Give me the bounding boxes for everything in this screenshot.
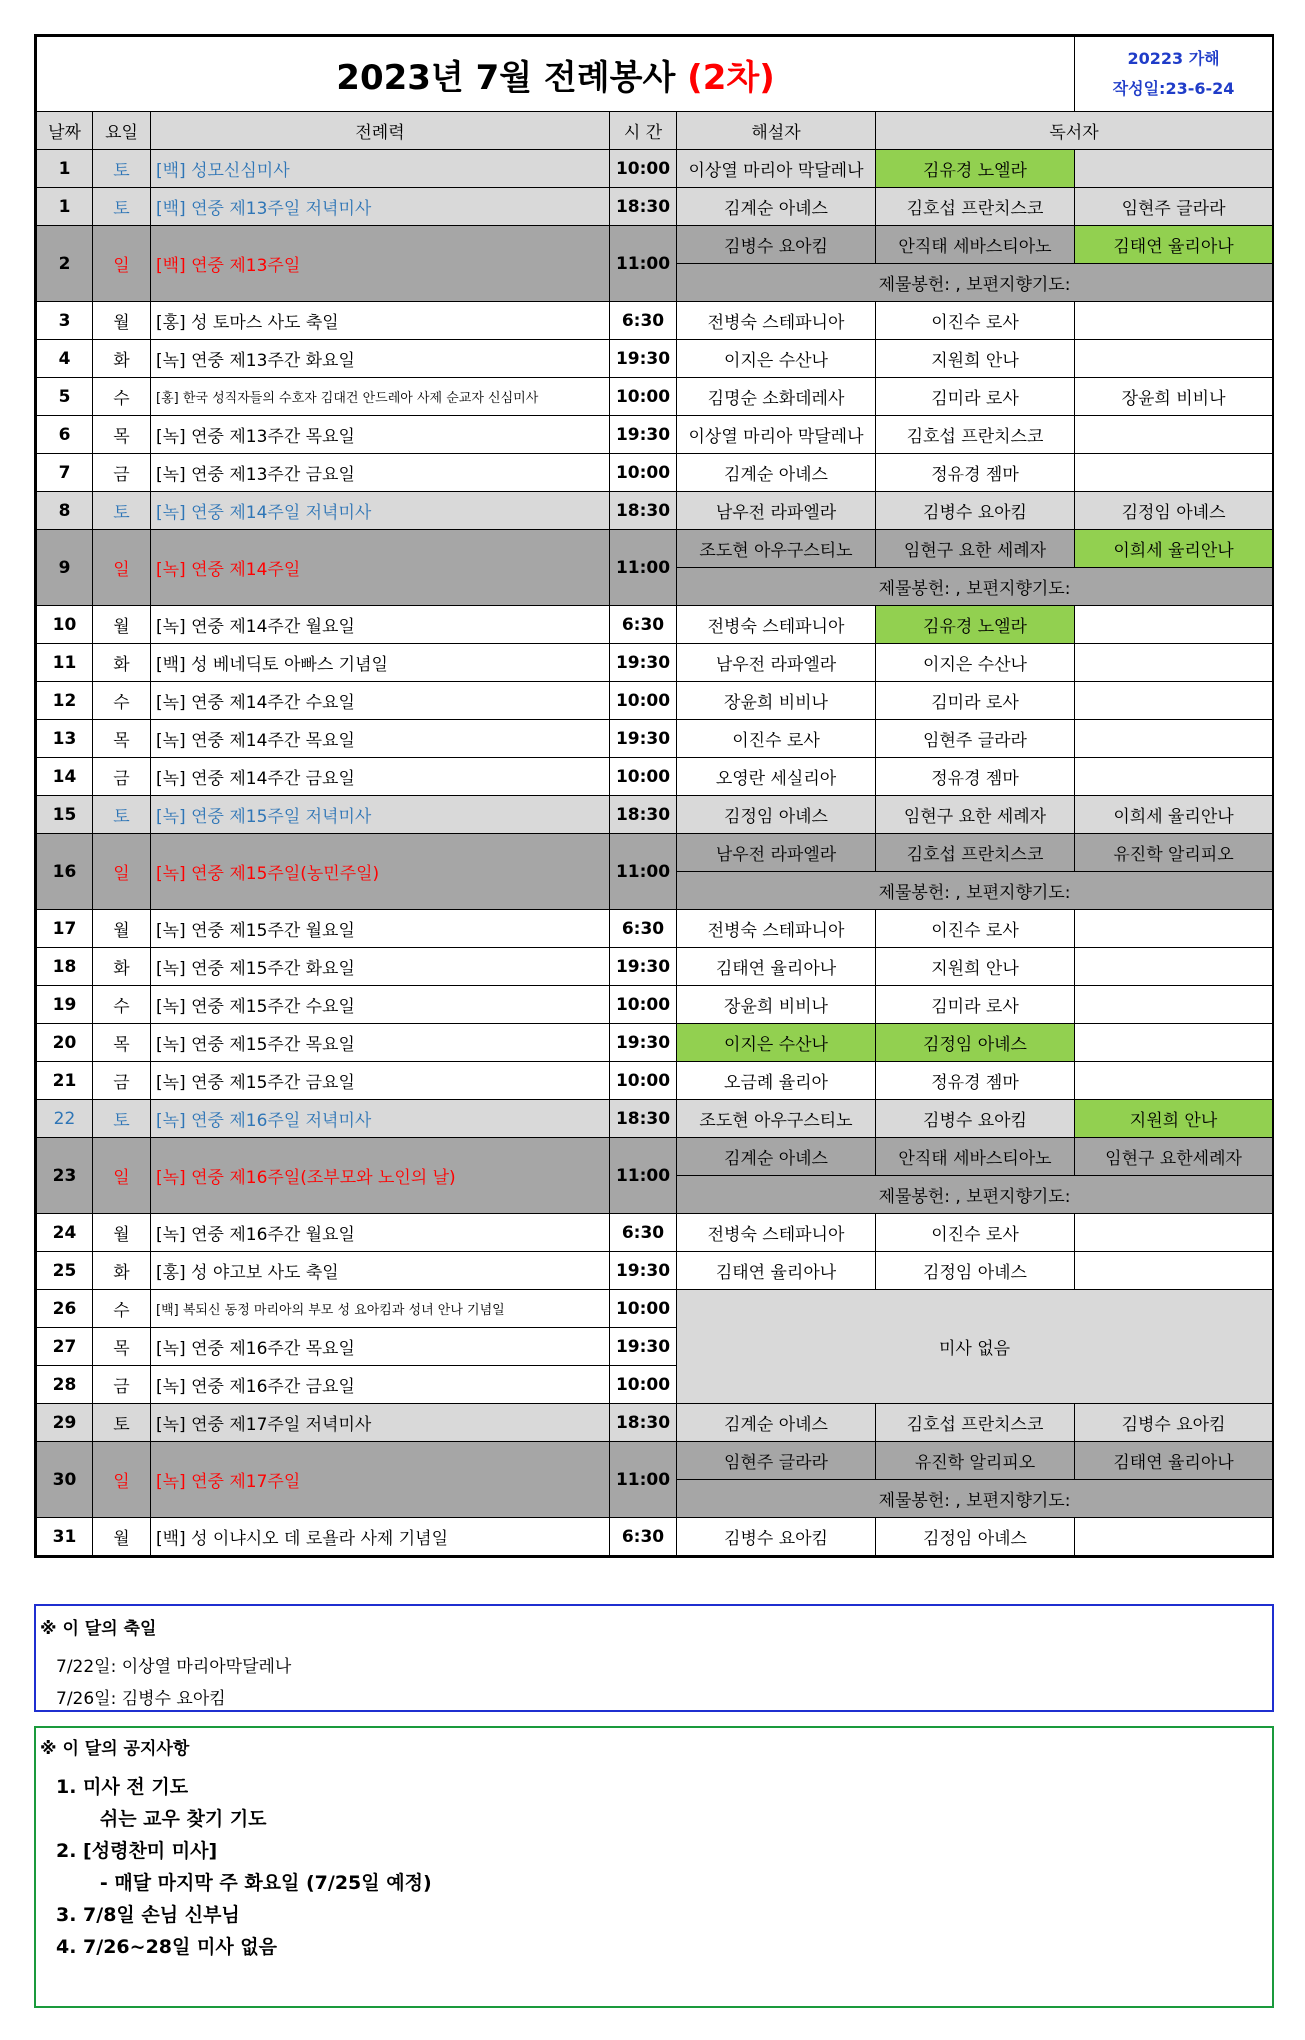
reader2-cell [1075, 302, 1273, 340]
notice-item: 쉬는 교우 찾기 기도 [80, 1808, 267, 1830]
offering-cell: 제물봉헌: , 보편지향기도: [677, 1176, 1273, 1214]
liturgy-cell: [녹] 연중 제15주간 수요일 [151, 986, 610, 1024]
weekday-cell: 월 [93, 606, 151, 644]
schedule-row [37, 378, 1273, 416]
weekday-cell: 월 [93, 910, 151, 948]
schedule-row [37, 1404, 1273, 1442]
notice-item: 4. 7/26~28일 미사 없음 [56, 1936, 278, 1958]
time-cell: 11:00 [610, 530, 677, 606]
date-cell: 23 [37, 1138, 93, 1214]
reader2-cell [1075, 1062, 1273, 1100]
time-cell: 10:00 [610, 682, 677, 720]
reader2-cell: 장윤희 비비나 [1075, 378, 1273, 416]
weekday-cell: 일 [93, 1442, 151, 1518]
commentator-cell: 전병숙 스테파니아 [677, 302, 876, 340]
reader1-cell: 김병수 요아킴 [876, 1100, 1075, 1138]
schedule-row [37, 682, 1273, 720]
notice-item: 1. 미사 전 기도 [56, 1776, 189, 1798]
liturgy-cell: [녹] 연중 제15주간 월요일 [151, 910, 610, 948]
liturgy-cell: [녹] 연중 제15주간 금요일 [151, 1062, 610, 1100]
weekday-cell: 토 [93, 1404, 151, 1442]
offering-cell: 제물봉헌: , 보편지향기도: [677, 1480, 1273, 1518]
reader2-cell [1075, 1252, 1273, 1290]
reader1-cell: 김미라 로사 [876, 682, 1075, 720]
commentator-cell: 이지은 수산나 [677, 340, 876, 378]
liturgy-cell: [녹] 연중 제17주일 저녁미사 [151, 1404, 610, 1442]
schedule-row [37, 1214, 1273, 1252]
date-cell: 1 [37, 150, 93, 188]
date-cell: 31 [37, 1518, 93, 1556]
time-cell: 19:30 [610, 1328, 677, 1366]
liturgy-cell: [홍] 한국 성직자들의 수호자 김대건 안드레아 사제 순교자 신심미사 [151, 378, 610, 416]
schedule-row [37, 150, 1273, 188]
header-row [37, 112, 1273, 150]
reader2-cell [1075, 1024, 1273, 1062]
commentator-cell: 김명순 소화데레사 [677, 378, 876, 416]
weekday-cell: 월 [93, 1518, 151, 1556]
liturgy-cell: [녹] 연중 제14주간 목요일 [151, 720, 610, 758]
reader1-cell: 김유경 노엘라 [876, 150, 1075, 188]
reader2-cell: 김병수 요아킴 [1075, 1404, 1273, 1442]
reader2-cell [1075, 948, 1273, 986]
time-cell: 10:00 [610, 1366, 677, 1404]
commentator-cell: 전병숙 스테파니아 [677, 1214, 876, 1252]
date-cell: 27 [37, 1328, 93, 1366]
notices-box [34, 1726, 1274, 2008]
weekday-cell: 수 [93, 682, 151, 720]
date-cell: 14 [37, 758, 93, 796]
schedule-row [37, 986, 1273, 1024]
date-cell: 17 [37, 910, 93, 948]
liturgy-cell: [녹] 연중 제16주일 저녁미사 [151, 1100, 610, 1138]
time-cell: 11:00 [610, 1138, 677, 1214]
reader2-cell [1075, 606, 1273, 644]
commentator-cell: 김계순 아녜스 [677, 454, 876, 492]
schedule-row [37, 948, 1273, 986]
commentator-cell: 김계순 아녜스 [677, 1404, 876, 1442]
weekday-cell: 토 [93, 492, 151, 530]
offering-cell: 제물봉헌: , 보편지향기도: [677, 872, 1273, 910]
reader2-cell [1075, 758, 1273, 796]
date-cell: 26 [37, 1290, 93, 1328]
liturgy-cell: [백] 복되신 동정 마리아의 부모 성 요아킴과 성녀 안나 기념일 [151, 1290, 610, 1328]
time-cell: 18:30 [610, 796, 677, 834]
schedule-row [37, 340, 1273, 378]
header-commentator: 해설자 [677, 112, 876, 150]
weekday-cell: 수 [93, 1290, 151, 1328]
liturgy-cell: [녹] 연중 제16주간 월요일 [151, 1214, 610, 1252]
commentator-cell: 김병수 요아킴 [677, 226, 876, 264]
commentator-cell: 조도현 아우구스티노 [677, 1100, 876, 1138]
reader2-cell [1075, 454, 1273, 492]
schedule-row [37, 1062, 1273, 1100]
schedule-row [37, 1024, 1273, 1062]
weekday-cell: 일 [93, 226, 151, 302]
header-weekday: 요일 [93, 112, 151, 150]
weekday-cell: 금 [93, 1366, 151, 1404]
time-cell: 19:30 [610, 1252, 677, 1290]
reader2-cell [1075, 1214, 1273, 1252]
commentator-cell: 김계순 아녜스 [677, 188, 876, 226]
date-cell: 21 [37, 1062, 93, 1100]
weekday-cell: 월 [93, 1214, 151, 1252]
reader1-cell: 임현주 글라라 [876, 720, 1075, 758]
time-cell: 11:00 [610, 226, 677, 302]
schedule-row [37, 416, 1273, 454]
weekday-cell: 금 [93, 1062, 151, 1100]
time-cell: 19:30 [610, 340, 677, 378]
schedule-row [37, 834, 1273, 872]
time-cell: 10:00 [610, 1062, 677, 1100]
commentator-cell: 임현주 글라라 [677, 1442, 876, 1480]
liturgy-cell: [녹] 연중 제14주일 [151, 530, 610, 606]
weekday-cell: 월 [93, 302, 151, 340]
reader2-cell [1075, 986, 1273, 1024]
liturgy-cell: [녹] 연중 제15주일 저녁미사 [151, 796, 610, 834]
reader1-cell: 김정임 아녜스 [876, 1024, 1075, 1062]
schedule-row [37, 796, 1273, 834]
time-cell: 10:00 [610, 986, 677, 1024]
notices-title: ※ 이 달의 공지사항 [40, 1739, 190, 1759]
feasts-title: ※ 이 달의 축일 [40, 1619, 157, 1639]
liturgy-cell: [녹] 연중 제13주간 금요일 [151, 454, 610, 492]
feasts-box [34, 1604, 1274, 1712]
reader1-cell: 지원희 안나 [876, 948, 1075, 986]
commentator-cell: 오금례 율리아 [677, 1062, 876, 1100]
commentator-cell: 이진수 로사 [677, 720, 876, 758]
commentator-cell: 김병수 요아킴 [677, 1518, 876, 1556]
date-cell: 28 [37, 1366, 93, 1404]
reader2-cell: 김태연 율리아나 [1075, 226, 1273, 264]
date-cell: 16 [37, 834, 93, 910]
liturgy-cell: [백] 연중 제13주일 [151, 226, 610, 302]
time-cell: 19:30 [610, 948, 677, 986]
feast-item: 7/26일: 김병수 요아킴 [56, 1689, 226, 1709]
reader1-cell: 김호섭 프란치스코 [876, 416, 1075, 454]
liturgy-cell: [홍] 성 토마스 사도 축일 [151, 302, 610, 340]
date-cell: 9 [37, 530, 93, 606]
time-cell: 19:30 [610, 720, 677, 758]
reader1-cell: 지원희 안나 [876, 340, 1075, 378]
commentator-cell: 이상열 마리아 막달레나 [677, 416, 876, 454]
time-cell: 18:30 [610, 1100, 677, 1138]
title-suffix: (2차) [687, 57, 775, 98]
commentator-cell: 전병숙 스테파니아 [677, 910, 876, 948]
commentator-cell: 김계순 아녜스 [677, 1138, 876, 1176]
schedule-row [37, 226, 1273, 264]
reader1-cell: 김호섭 프란치스코 [876, 834, 1075, 872]
date-cell: 2 [37, 226, 93, 302]
time-cell: 19:30 [610, 416, 677, 454]
time-cell: 19:30 [610, 644, 677, 682]
time-cell: 10:00 [610, 454, 677, 492]
liturgy-cell: [녹] 연중 제15주간 목요일 [151, 1024, 610, 1062]
commentator-cell: 남우전 라파엘라 [677, 492, 876, 530]
reader1-cell: 안직태 세바스티아노 [876, 226, 1075, 264]
reader2-cell [1075, 910, 1273, 948]
commentator-cell: 이상열 마리아 막달레나 [677, 150, 876, 188]
liturgy-cell: [녹] 연중 제13주간 목요일 [151, 416, 610, 454]
reader2-cell [1075, 644, 1273, 682]
date-cell: 5 [37, 378, 93, 416]
liturgy-cell: [녹] 연중 제15주일(농민주일) [151, 834, 610, 910]
liturgy-cell: [백] 성모신심미사 [151, 150, 610, 188]
schedule-row [37, 606, 1273, 644]
reader1-cell: 이진수 로사 [876, 302, 1075, 340]
date-cell: 19 [37, 986, 93, 1024]
time-cell: 10:00 [610, 378, 677, 416]
time-cell: 19:30 [610, 1024, 677, 1062]
reader2-cell: 임현주 글라라 [1075, 188, 1273, 226]
date-cell: 8 [37, 492, 93, 530]
notice-item: 2. [성령찬미 미사] [56, 1840, 218, 1862]
schedule-row [37, 454, 1273, 492]
date-cell: 6 [37, 416, 93, 454]
weekday-cell: 목 [93, 416, 151, 454]
feast-item: 7/22일: 이상열 마리아막달레나 [56, 1657, 292, 1677]
time-cell: 10:00 [610, 150, 677, 188]
reader2-cell: 임현구 요한세례자 [1075, 1138, 1273, 1176]
notice-item: 3. 7/8일 손님 신부님 [56, 1904, 240, 1926]
reader1-cell: 임현구 요한 세례자 [876, 530, 1075, 568]
weekday-cell: 목 [93, 720, 151, 758]
time-cell: 18:30 [610, 492, 677, 530]
header-date: 날짜 [37, 112, 93, 150]
schedule-row [37, 910, 1273, 948]
commentator-cell: 김정임 아녜스 [677, 796, 876, 834]
reader1-cell: 유진학 알리피오 [876, 1442, 1075, 1480]
liturgy-cell: [백] 성 베네딕토 아빠스 기념일 [151, 644, 610, 682]
time-cell: 6:30 [610, 1518, 677, 1556]
commentator-cell: 김태연 율리아나 [677, 948, 876, 986]
liturgy-cell: [녹] 연중 제15주간 화요일 [151, 948, 610, 986]
weekday-cell: 토 [93, 1100, 151, 1138]
schedule-row [37, 492, 1273, 530]
schedule-row [37, 302, 1273, 340]
liturgy-cell: [백] 성 이냐시오 데 로욜라 사제 기념일 [151, 1518, 610, 1556]
reader1-cell: 정유경 젬마 [876, 758, 1075, 796]
weekday-cell: 목 [93, 1024, 151, 1062]
date-cell: 10 [37, 606, 93, 644]
time-cell: 18:30 [610, 1404, 677, 1442]
liturgy-cell: [녹] 연중 제13주간 화요일 [151, 340, 610, 378]
liturgy-cell: [녹] 연중 제14주간 수요일 [151, 682, 610, 720]
reader2-cell: 김정임 아녜스 [1075, 492, 1273, 530]
weekday-cell: 화 [93, 1252, 151, 1290]
liturgy-cell: [녹] 연중 제16주일(조부모와 노인의 날) [151, 1138, 610, 1214]
schedule-row [37, 1290, 1273, 1328]
date-cell: 3 [37, 302, 93, 340]
date-cell: 4 [37, 340, 93, 378]
weekday-cell: 금 [93, 454, 151, 492]
liturgy-cell: [녹] 연중 제16주간 목요일 [151, 1328, 610, 1366]
commentator-cell: 남우전 라파엘라 [677, 834, 876, 872]
header-time: 시 간 [610, 112, 677, 150]
reader2-cell [1075, 682, 1273, 720]
time-cell: 11:00 [610, 1442, 677, 1518]
page-title [37, 37, 1075, 112]
date-cell: 25 [37, 1252, 93, 1290]
reader1-cell: 정유경 젬마 [876, 1062, 1075, 1100]
time-cell: 6:30 [610, 910, 677, 948]
reader2-cell [1075, 150, 1273, 188]
commentator-cell: 오영란 세실리아 [677, 758, 876, 796]
weekday-cell: 금 [93, 758, 151, 796]
date-cell: 11 [37, 644, 93, 682]
date-cell: 12 [37, 682, 93, 720]
time-cell: 10:00 [610, 758, 677, 796]
schedule-row [37, 1138, 1273, 1176]
time-cell: 10:00 [610, 1290, 677, 1328]
weekday-cell: 일 [93, 1138, 151, 1214]
time-cell: 6:30 [610, 302, 677, 340]
schedule-sheet [34, 34, 1274, 1558]
weekday-cell: 목 [93, 1328, 151, 1366]
time-cell: 18:30 [610, 188, 677, 226]
reader2-cell [1075, 1518, 1273, 1556]
date-cell: 29 [37, 1404, 93, 1442]
schedule-row [37, 530, 1273, 568]
reader1-cell: 정유경 젬마 [876, 454, 1075, 492]
reader1-cell: 김정임 아녜스 [876, 1518, 1075, 1556]
schedule-row [37, 758, 1273, 796]
date-cell: 20 [37, 1024, 93, 1062]
commentator-cell: 남우전 라파엘라 [677, 644, 876, 682]
weekday-cell: 일 [93, 530, 151, 606]
time-cell: 11:00 [610, 834, 677, 910]
written-date: 작성일:23-6-24 [1112, 79, 1235, 98]
schedule-row [37, 1442, 1273, 1480]
schedule-row [37, 644, 1273, 682]
liturgy-cell: [백] 연중 제13주일 저녁미사 [151, 188, 610, 226]
weekday-cell: 토 [93, 188, 151, 226]
reader1-cell: 김미라 로사 [876, 378, 1075, 416]
offering-cell: 제물봉헌: , 보편지향기도: [677, 264, 1273, 302]
liturgy-cell: [홍] 성 야고보 사도 축일 [151, 1252, 610, 1290]
liturgical-year: 20223 가해 [1127, 49, 1220, 68]
reader1-cell: 이진수 로사 [876, 910, 1075, 948]
date-cell: 1 [37, 188, 93, 226]
weekday-cell: 토 [93, 150, 151, 188]
schedule-table [36, 36, 1273, 1556]
reader1-cell: 이진수 로사 [876, 1214, 1075, 1252]
reader1-cell: 김미라 로사 [876, 986, 1075, 1024]
notice-item: - 매달 마지막 주 화요일 (7/25일 예정) [80, 1872, 432, 1894]
meta-cell [1075, 37, 1273, 112]
time-cell: 6:30 [610, 1214, 677, 1252]
date-cell: 7 [37, 454, 93, 492]
commentator-cell: 김태연 율리아나 [677, 1252, 876, 1290]
time-cell: 6:30 [610, 606, 677, 644]
weekday-cell: 화 [93, 644, 151, 682]
commentator-cell: 전병숙 스테파니아 [677, 606, 876, 644]
liturgy-cell: [녹] 연중 제14주일 저녁미사 [151, 492, 610, 530]
date-cell: 22 [37, 1100, 93, 1138]
schedule-row [37, 720, 1273, 758]
weekday-cell: 수 [93, 986, 151, 1024]
reader1-cell: 김호섭 프란치스코 [876, 188, 1075, 226]
liturgy-cell: [녹] 연중 제14주간 금요일 [151, 758, 610, 796]
reader1-cell: 임현구 요한 세례자 [876, 796, 1075, 834]
reader2-cell [1075, 340, 1273, 378]
reader2-cell [1075, 720, 1273, 758]
reader2-cell: 지원희 안나 [1075, 1100, 1273, 1138]
date-cell: 30 [37, 1442, 93, 1518]
reader2-cell: 이희세 율리안나 [1075, 530, 1273, 568]
schedule-row [37, 1518, 1273, 1556]
reader2-cell [1075, 416, 1273, 454]
commentator-cell: 장윤희 비비나 [677, 986, 876, 1024]
commentator-cell: 조도현 아우구스티노 [677, 530, 876, 568]
no-mass-cell: 미사 없음 [677, 1290, 1273, 1404]
title-main: 2023년 7월 전례봉사 [336, 57, 688, 98]
header-liturgy: 전례력 [151, 112, 610, 150]
liturgy-cell: [녹] 연중 제14주간 월요일 [151, 606, 610, 644]
reader1-cell: 김정임 아녜스 [876, 1252, 1075, 1290]
reader2-cell: 이희세 율리안나 [1075, 796, 1273, 834]
weekday-cell: 화 [93, 340, 151, 378]
reader1-cell: 안직태 세바스티아노 [876, 1138, 1075, 1176]
reader1-cell: 김병수 요아킴 [876, 492, 1075, 530]
weekday-cell: 일 [93, 834, 151, 910]
reader1-cell: 김호섭 프란치스코 [876, 1404, 1075, 1442]
date-cell: 15 [37, 796, 93, 834]
date-cell: 24 [37, 1214, 93, 1252]
weekday-cell: 수 [93, 378, 151, 416]
date-cell: 13 [37, 720, 93, 758]
schedule-row [37, 188, 1273, 226]
commentator-cell: 장윤희 비비나 [677, 682, 876, 720]
reader1-cell: 이지은 수산나 [876, 644, 1075, 682]
weekday-cell: 화 [93, 948, 151, 986]
commentator-cell: 이지은 수산나 [677, 1024, 876, 1062]
schedule-row [37, 1252, 1273, 1290]
liturgy-cell: [녹] 연중 제16주간 금요일 [151, 1366, 610, 1404]
date-cell: 18 [37, 948, 93, 986]
liturgy-cell: [녹] 연중 제17주일 [151, 1442, 610, 1518]
offering-cell: 제물봉헌: , 보편지향기도: [677, 568, 1273, 606]
header-readers: 독서자 [876, 112, 1273, 150]
schedule-row [37, 1100, 1273, 1138]
reader2-cell: 유진학 알리피오 [1075, 834, 1273, 872]
reader2-cell: 김태연 율리아나 [1075, 1442, 1273, 1480]
reader1-cell: 김유경 노엘라 [876, 606, 1075, 644]
weekday-cell: 토 [93, 796, 151, 834]
